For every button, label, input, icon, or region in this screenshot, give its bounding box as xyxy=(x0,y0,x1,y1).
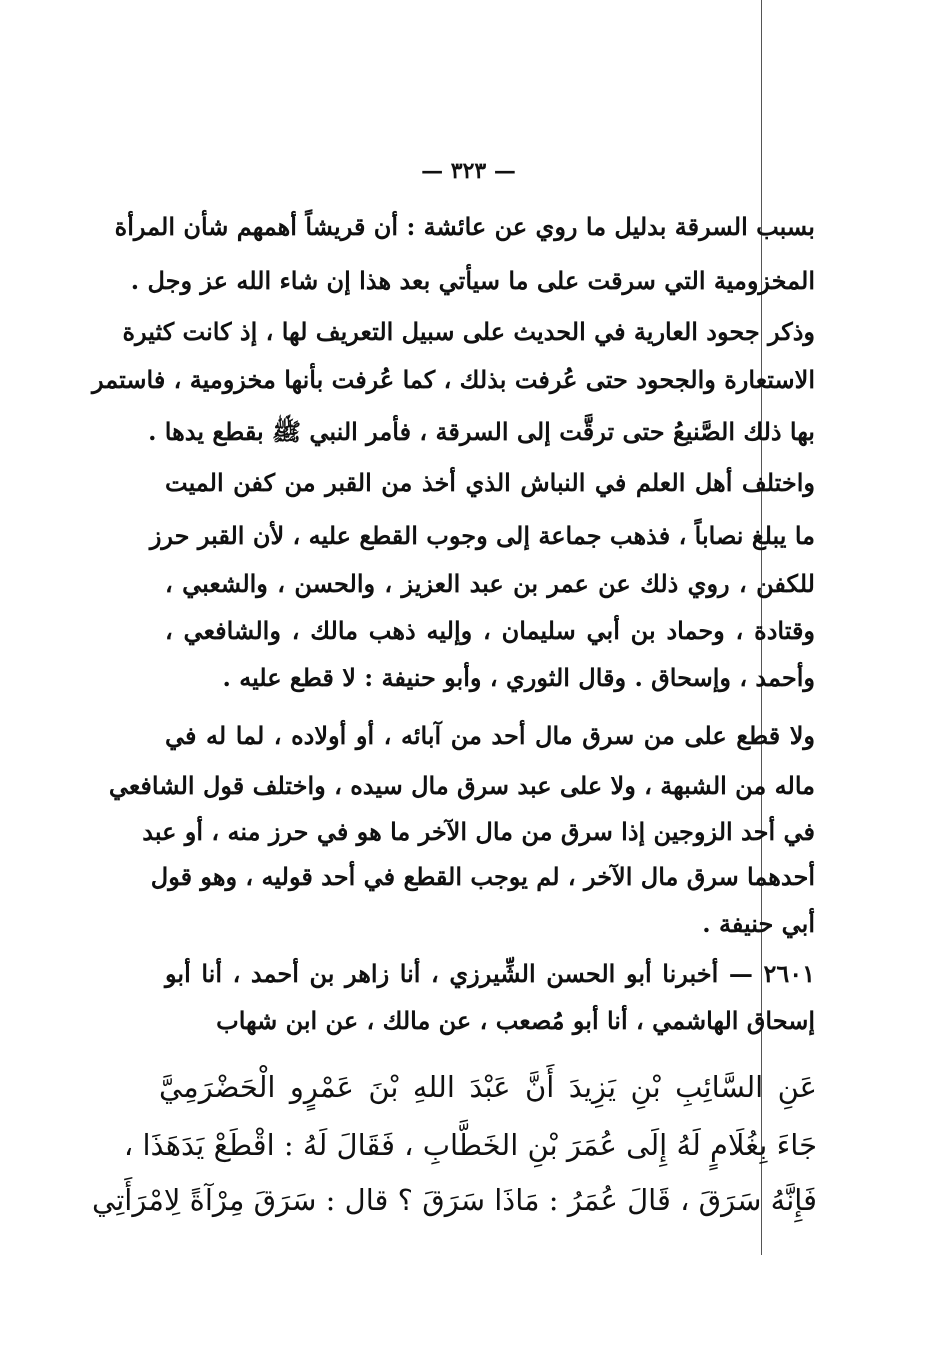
text-line: أحدهما سرق مال الآخر ، لم يوجب القطع في أحد قوليه ، وهو قول xyxy=(150,862,815,891)
text-line: بسبب السرقة بدليل ما روي عن عائشة : أن قريشاً أهمهم شأن المرأة xyxy=(114,212,815,241)
hadith-text-line: جَاءَ بِغُلَامٍ لَهُ إِلَى عُمَرَ بْنِ الخَطَّابِ ، فَقَالَ لَهُ : اقْطَعْ يَدَهَذَا ، xyxy=(123,1128,817,1162)
text-line: في أحد الزوجين إذا سرق من مال الآخر ما هو في حرز منه ، أو عبد xyxy=(142,817,815,846)
text-line: أبي حنيفة . xyxy=(702,909,815,938)
hadith-text-line: فَإِنَّهُ سَرَقَ ، قَالَ عُمَرُ : مَاذَا سَرَقَ ؟ قال : سَرَقَ مِرْآةً لِامْرَأَتِي xyxy=(92,1183,817,1217)
text-line: للكفن ، روي ذلك عن عمر بن عبد العزيز ، والحسن ، والشعبي ، xyxy=(165,569,815,598)
text-line: ماله من الشبهة ، ولا على عبد سرق مال سيده ، واختلف قول الشافعي xyxy=(108,771,815,800)
text-line: ٢٦٠١ — أخبرنا أبو الحسن الشِّيرزي ، أنا زاهر بن أحمد ، أنا أبو xyxy=(165,959,815,988)
text-line: الاستعارة والجحود حتى عُرفت بذلك ، كما عُرفت بأنها مخزومية ، فاستمر xyxy=(92,365,815,394)
text-line: إسحاق الهاشمي ، أنا أبو مُصعب ، عن مالك ، عن ابن شهاب xyxy=(216,1006,815,1035)
hadith-text-line: عَنِ السَّائِبِ بْنِ يَزِيدَ أَنَّ عَبْدَ اللهِ بْنَ عَمْرٍو الْحَضْرَمِيَّ xyxy=(159,1070,817,1104)
text-line: بها ذلك الصَّنيعُ حتى ترقَّت إلى السرقة ، فأمر النبي ﷺ بقطع يدها . xyxy=(148,417,815,446)
text-line: وقتادة ، وحماد بن أبي سليمان ، وإليه ذهب مالك ، والشافعي ، xyxy=(165,616,815,645)
page-number: — ٣٢٣ — xyxy=(421,158,516,184)
text-line: وذكر جحود العارية في الحديث على سبيل التعريف لها ، إذ كانت كثيرة xyxy=(122,317,815,346)
text-line: المخزومية التي سرقت على ما سيأتي بعد هذا إن شاء الله عز وجل . xyxy=(130,266,815,295)
text-line: ولا قطع على من سرق مال أحد من آبائه ، أو أولاده ، لما له في xyxy=(165,721,815,750)
text-line: واختلف أهل العلم في النباش الذي أخذ من القبر من كفن الميت xyxy=(165,468,815,497)
text-line: وأحمد ، وإسحاق . وقال الثوري ، وأبو حنيفة : لا قطع عليه . xyxy=(222,663,815,692)
text-line: ما يبلغ نصاباً ، فذهب جماعة إلى وجوب القطع عليه ، لأن القبر حرز xyxy=(149,521,815,550)
